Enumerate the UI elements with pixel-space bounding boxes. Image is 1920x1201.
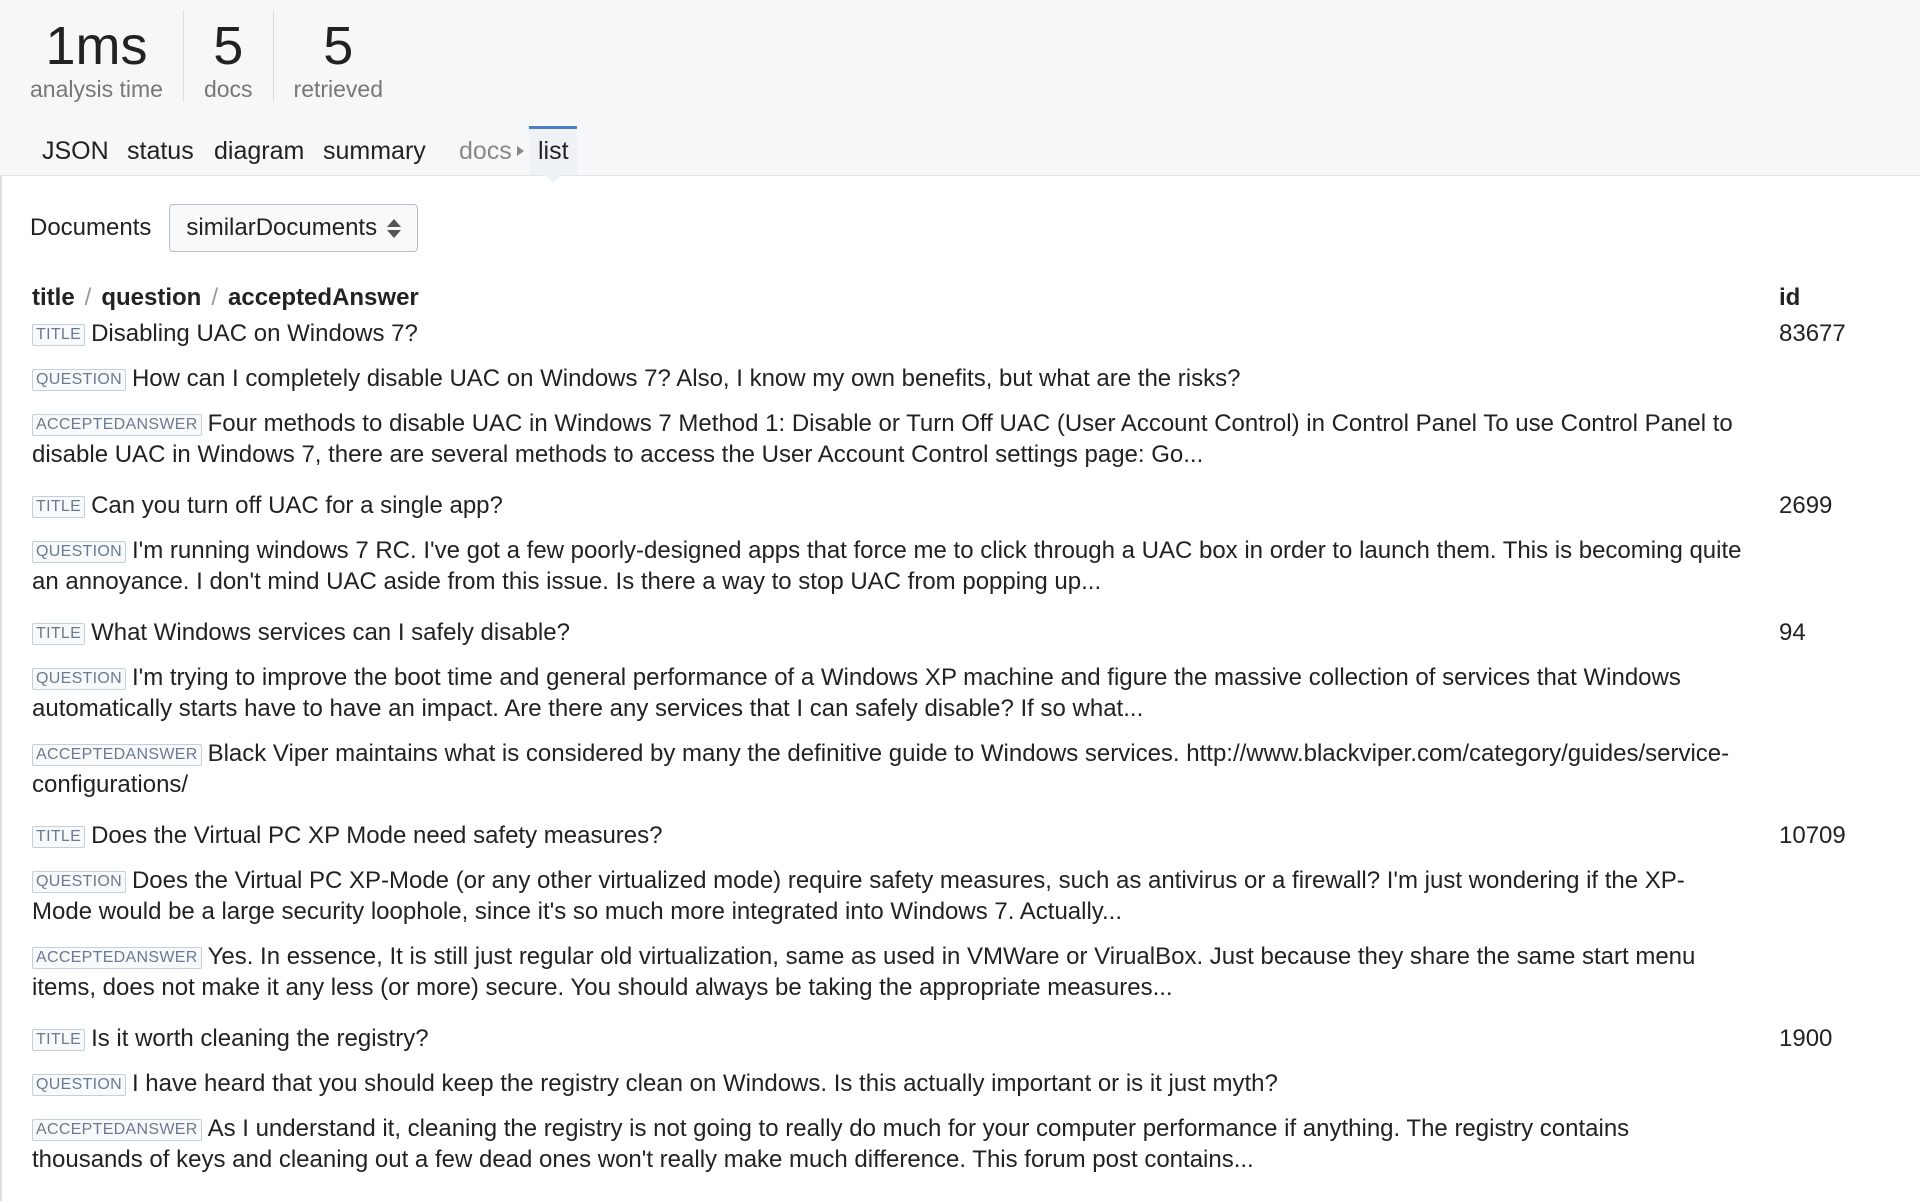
stat-label: analysis time <box>30 76 163 102</box>
tag-accepted-answer: ACCEPTEDANSWER <box>32 744 202 766</box>
document-id: 2699 <box>1779 492 1833 519</box>
tag-title: TITLE <box>32 826 85 848</box>
stats-group <box>10 10 403 102</box>
title-text: Disabling UAC on Windows 7? <box>91 320 418 347</box>
column-question[interactable]: question <box>101 284 202 311</box>
field-accepted-answer <box>32 738 1742 800</box>
tab-list[interactable]: list <box>538 137 569 165</box>
accepted-answer-text: Four methods to disable UAC in Windows 7 Method 1: Disable or Turn Off UAC (User Account Control) in Control Panel To use Control Panel to disable UAC in Windows 7, there are several methods to access the User Account Control settings page: Go... <box>32 410 1733 468</box>
tab-diagram[interactable]: diagram <box>214 137 305 165</box>
tab-json[interactable]: JSON <box>42 137 109 165</box>
stat-value: 5 <box>213 16 244 76</box>
field-question <box>32 662 1742 724</box>
title-text: What Windows services can I safely disable? <box>91 619 570 646</box>
stats-bar <box>0 0 1920 126</box>
question-text: How can I completely disable UAC on Windows 7? Also, I know my own benefits, but what are the risks? <box>131 365 1241 392</box>
accepted-answer-text: Black Viper maintains what is considered by many the definitive guide to Windows services. http://www.blackviper.com/category/guides/service-configurations/ <box>32 740 1730 798</box>
tag-accepted-answer: ACCEPTEDANSWER <box>32 1119 202 1141</box>
field-question <box>32 865 1742 927</box>
documents-selector-row <box>30 204 418 252</box>
tag-question: QUESTION <box>32 668 126 690</box>
select-arrows-icon <box>387 219 401 238</box>
field-title <box>32 1023 1742 1054</box>
field-accepted-answer <box>32 941 1742 1003</box>
question-text: I'm trying to improve the boot time and general performance of a Windows XP machine and figure the massive collection of services that Windows automatically starts have to have an impact. Are there any services that I can safely disable? If so what... <box>32 664 1681 722</box>
tag-question: QUESTION <box>32 541 126 563</box>
document-row <box>32 820 1912 1003</box>
tag-accepted-answer: ACCEPTEDANSWER <box>32 414 202 436</box>
question-text: Does the Virtual PC XP-Mode (or any other virtualized mode) require safety measures, such as antivirus or a firewall? I'm just wondering if the XP-Mode would be a large security loophole, since it's so much more integrated into Windows 7. Actually... <box>32 867 1685 925</box>
accepted-answer-text: As I understand it, cleaning the registry is not going to really do much for your computer performance if anything. The registry contains thousands of keys and cleaning out a few dead ones won't really make much difference. This forum post contains... <box>32 1115 1630 1173</box>
stat-analysis-time <box>10 10 184 102</box>
question-text: I have heard that you should keep the registry clean on Windows. Is this actually important or is it just myth? <box>131 1070 1278 1097</box>
field-question <box>32 535 1742 597</box>
field-title <box>32 617 1742 648</box>
tag-title: TITLE <box>32 623 85 645</box>
document-list <box>32 318 1912 1195</box>
stat-label: docs <box>203 76 253 102</box>
title-text: Can you turn off UAC for a single app? <box>91 492 503 519</box>
stat-retrieved <box>274 10 403 102</box>
accepted-answer-text: Yes. In essence, It is still just regular old virtualization, same as used in VMWare or VirualBox. Just because they share the same start menu items, does not make it any less (or more) secure. You should always be taking the appropriate measures... <box>32 943 1696 1001</box>
document-id: 94 <box>1779 619 1806 646</box>
stat-value: 1ms <box>45 16 148 76</box>
column-id[interactable]: id <box>1779 284 1801 311</box>
stat-value: 5 <box>323 16 354 76</box>
documents-label: Documents <box>30 214 152 241</box>
tab-docs[interactable]: docs <box>459 137 512 165</box>
field-title <box>32 820 1742 851</box>
field-question <box>32 363 1742 394</box>
tag-accepted-answer: ACCEPTEDANSWER <box>32 947 202 969</box>
document-id: 10709 <box>1779 822 1846 849</box>
column-title[interactable]: title <box>32 284 75 311</box>
column-header: title / question / acceptedAnswer id <box>32 284 1801 311</box>
documents-select[interactable] <box>169 204 418 252</box>
document-row <box>32 490 1912 597</box>
stat-docs <box>184 10 274 102</box>
tag-question: QUESTION <box>32 1074 126 1096</box>
document-row <box>32 1023 1912 1175</box>
field-title <box>32 318 1742 349</box>
title-text: Does the Virtual PC XP Mode need safety measures? <box>91 822 663 849</box>
field-accepted-answer <box>32 408 1742 470</box>
stat-label: retrieved <box>293 76 384 102</box>
tag-title: TITLE <box>32 1029 85 1051</box>
column-accepted-answer[interactable]: acceptedAnswer <box>228 284 419 311</box>
question-text: I'm running windows 7 RC. I've got a few poorly-designed apps that force me to click through a UAC box in order to launch them. This is becoming quite an annoyance. I don't mind UAC aside from this issue. Is there a way to stop UAC from popping up... <box>32 537 1742 595</box>
document-id: 1900 <box>1779 1025 1833 1052</box>
tag-title: TITLE <box>32 324 85 346</box>
document-row <box>32 318 1912 470</box>
tab-bar <box>0 126 1920 176</box>
tag-question: QUESTION <box>32 369 126 391</box>
document-row <box>32 617 1912 800</box>
tab-status[interactable]: status <box>127 137 194 165</box>
tag-question: QUESTION <box>32 871 126 893</box>
tab-summary[interactable]: summary <box>323 137 426 165</box>
field-title <box>32 490 1742 521</box>
breadcrumb-arrow-icon <box>517 146 524 156</box>
documents-panel <box>0 176 1920 1201</box>
document-id: 83677 <box>1779 320 1846 347</box>
documents-select-value: similarDocuments <box>186 214 378 241</box>
title-text: Is it worth cleaning the registry? <box>91 1025 429 1052</box>
field-question <box>32 1068 1742 1099</box>
tag-title: TITLE <box>32 496 85 518</box>
field-accepted-answer <box>32 1113 1742 1175</box>
